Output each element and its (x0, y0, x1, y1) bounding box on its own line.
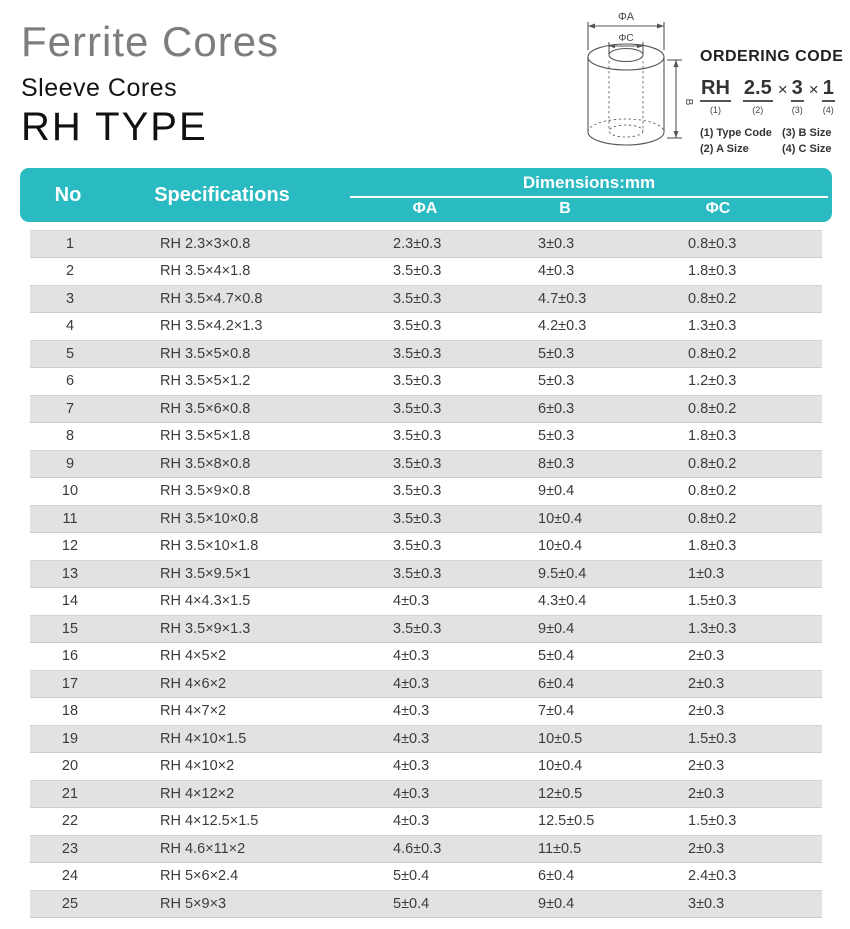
cell-specification: RH 5×9×3 (160, 895, 227, 912)
table-row (30, 753, 822, 781)
ordering-code-heading: ORDERING CODE (700, 48, 844, 65)
cell-phi-a: 3.5±0.3 (393, 428, 442, 445)
code-part-a (743, 78, 773, 115)
cell-specification: RH 3.5×4×1.8 (160, 263, 251, 280)
cell-phi-c: 1.2±0.3 (688, 373, 737, 390)
table-row (30, 340, 822, 368)
cell-phi-a: 3.5±0.3 (393, 538, 442, 555)
table-row (30, 863, 822, 891)
cell-no: 9 (65, 455, 75, 472)
cell-phi-c: 0.8±0.2 (688, 483, 737, 500)
cell-b: 6±0.3 (538, 400, 575, 417)
column-header-no: No (54, 184, 82, 206)
multiply-sign: × (777, 80, 788, 99)
code-part-type-text: RH (700, 78, 731, 102)
page-title: Ferrite Cores (21, 18, 280, 65)
column-header-specifications: Specifications (154, 184, 290, 206)
cell-no: 10 (61, 483, 79, 500)
cell-no: 4 (65, 318, 75, 335)
cell-phi-c: 2±0.3 (688, 840, 725, 857)
cell-specification: RH 3.5×4.7×0.8 (160, 290, 263, 307)
code-part-b-text: 3 (791, 78, 804, 102)
page-subtitle: Sleeve Cores (21, 74, 178, 103)
cell-phi-c: 1.8±0.3 (688, 428, 737, 445)
cell-specification: RH 4×12.5×1.5 (160, 813, 259, 830)
cell-specification: RH 2.3×3×0.8 (160, 235, 251, 252)
cell-specification: RH 4×5×2 (160, 648, 227, 665)
cell-phi-a: 4.6±0.3 (393, 840, 442, 857)
diagram-label-b: B (683, 98, 694, 106)
ordering-code-panel (700, 48, 848, 155)
cell-b: 5±0.3 (538, 373, 575, 390)
cell-specification: RH 3.5×8×0.8 (160, 455, 251, 472)
table-rows (30, 230, 822, 918)
diagram-label-c: ΦC (618, 33, 634, 44)
multiply-sign: × (808, 80, 819, 99)
core-dimension-diagram (566, 2, 694, 171)
column-group-dimensions: Dimensions:mm (522, 173, 656, 192)
table-row (30, 835, 822, 863)
cell-phi-a: 4±0.3 (393, 703, 430, 720)
cell-b: 4.3±0.4 (538, 593, 587, 610)
ordering-code-legend (700, 127, 848, 155)
cell-specification: RH 3.5×6×0.8 (160, 400, 251, 417)
cell-b: 10±0.4 (538, 538, 583, 555)
cell-b: 3±0.3 (538, 235, 575, 252)
cell-b: 6±0.4 (538, 675, 575, 692)
cell-phi-a: 4±0.3 (393, 730, 430, 747)
table-row (30, 780, 822, 808)
code-part-a-num: (2) (752, 105, 764, 115)
column-header-phi-a: ΦA (412, 200, 438, 217)
cell-phi-a: 4±0.3 (393, 758, 430, 775)
cell-specification: RH 3.5×5×1.8 (160, 428, 251, 445)
code-part-b (791, 78, 804, 115)
cell-b: 8±0.3 (538, 455, 575, 472)
legend-c-size: (4) C Size (782, 143, 832, 155)
legend-type-code: (1) Type Code (700, 127, 772, 139)
cell-b: 6±0.4 (538, 868, 575, 885)
table-header (20, 168, 832, 222)
cell-b: 5±0.3 (538, 345, 575, 362)
column-header-b: B (559, 200, 571, 217)
cell-phi-c: 1.8±0.3 (688, 263, 737, 280)
cell-phi-a: 3.5±0.3 (393, 565, 442, 582)
legend-a-size: (2) A Size (700, 143, 749, 155)
cell-specification: RH 3.5×5×1.2 (160, 373, 251, 390)
title-block (21, 20, 279, 150)
cell-specification: RH 3.5×10×1.8 (160, 538, 259, 555)
table-row (30, 890, 822, 918)
cell-phi-a: 3.5±0.3 (393, 290, 442, 307)
cell-phi-c: 1.8±0.3 (688, 538, 737, 555)
cell-phi-a: 3.5±0.3 (393, 263, 442, 280)
cell-phi-c: 1±0.3 (688, 565, 725, 582)
cell-b: 10±0.4 (538, 510, 583, 527)
cell-phi-a: 5±0.4 (393, 868, 430, 885)
cell-b: 11±0.5 (538, 840, 582, 857)
cell-b: 4.2±0.3 (538, 318, 587, 335)
cell-b: 4.7±0.3 (538, 290, 587, 307)
cell-specification: RH 3.5×5×0.8 (160, 345, 251, 362)
cell-phi-a: 4±0.3 (393, 785, 430, 802)
cell-no: 5 (65, 345, 75, 362)
cell-phi-c: 2.4±0.3 (688, 868, 737, 885)
cell-no: 19 (61, 730, 79, 747)
cell-no: 16 (61, 648, 79, 665)
cell-phi-a: 4±0.3 (393, 593, 430, 610)
code-part-c-text: 1 (822, 78, 835, 102)
cell-phi-a: 3.5±0.3 (393, 318, 442, 335)
cell-specification: RH 4×10×2 (160, 758, 235, 775)
cell-phi-c: 0.8±0.3 (688, 235, 737, 252)
column-header-phi-c: ΦC (705, 200, 731, 217)
cell-no: 21 (61, 785, 79, 802)
code-part-c (822, 78, 835, 115)
cell-no: 20 (61, 758, 79, 775)
cell-phi-c: 2±0.3 (688, 758, 725, 775)
cell-no: 3 (65, 290, 75, 307)
cell-specification: RH 3.5×4.2×1.3 (160, 318, 263, 335)
legend-b-size: (3) B Size (782, 127, 832, 139)
cell-no: 8 (65, 428, 75, 445)
cell-b: 9.5±0.4 (538, 565, 587, 582)
cell-specification: RH 3.5×9.5×1 (160, 565, 251, 582)
cell-phi-c: 1.5±0.3 (688, 593, 737, 610)
cell-b: 12.5±0.5 (538, 813, 595, 830)
cell-specification: RH 4×12×2 (160, 785, 235, 802)
cell-specification: RH 4×4.3×1.5 (160, 593, 251, 610)
table-row (30, 423, 822, 451)
code-part-type (700, 78, 731, 115)
cell-b: 4±0.3 (538, 263, 575, 280)
cell-phi-c: 0.8±0.2 (688, 290, 737, 307)
cell-no: 25 (61, 895, 79, 912)
cell-no: 12 (61, 538, 79, 555)
cell-phi-a: 3.5±0.3 (393, 345, 442, 362)
table-row (30, 478, 822, 506)
cylinder-core-icon (566, 2, 694, 166)
cell-phi-c: 0.8±0.2 (688, 345, 737, 362)
cell-b: 10±0.5 (538, 730, 583, 747)
table-row (30, 313, 822, 341)
cell-b: 9±0.4 (538, 620, 575, 637)
cell-b: 10±0.4 (538, 758, 583, 775)
cell-phi-c: 0.8±0.2 (688, 510, 737, 527)
table-row (30, 230, 822, 258)
cell-no: 23 (61, 840, 79, 857)
table-row (30, 258, 822, 286)
cell-no: 24 (61, 868, 79, 885)
cell-no: 18 (61, 703, 79, 720)
cell-no: 1 (65, 235, 75, 252)
cell-specification: RH 3.5×10×0.8 (160, 510, 259, 527)
cell-phi-c: 2±0.3 (688, 785, 725, 802)
table-row (30, 643, 822, 671)
table-row (30, 560, 822, 588)
cell-no: 15 (61, 620, 79, 637)
cell-phi-a: 3.5±0.3 (393, 620, 442, 637)
type-label: RH TYPE (21, 105, 208, 150)
cell-phi-c: 0.8±0.2 (688, 400, 737, 417)
cell-no: 22 (61, 813, 79, 830)
code-part-a-text: 2.5 (743, 78, 773, 102)
cell-specification: RH 5×6×2.4 (160, 868, 239, 885)
cell-phi-a: 3.5±0.3 (393, 483, 442, 500)
cell-specification: RH 3.5×9×1.3 (160, 620, 251, 637)
cell-phi-c: 3±0.3 (688, 895, 725, 912)
cell-no: 6 (65, 373, 75, 390)
table-row (30, 615, 822, 643)
table-row (30, 725, 822, 753)
table-row (30, 808, 822, 836)
cell-phi-c: 1.5±0.3 (688, 730, 737, 747)
table-row (30, 670, 822, 698)
cell-phi-a: 3.5±0.3 (393, 373, 442, 390)
code-part-b-num: (3) (791, 105, 803, 115)
cell-phi-a: 3.5±0.3 (393, 510, 442, 527)
cell-phi-a: 3.5±0.3 (393, 455, 442, 472)
cell-phi-a: 3.5±0.3 (393, 400, 442, 417)
cell-phi-c: 1.3±0.3 (688, 620, 737, 637)
cell-specification: RH 4.6×11×2 (160, 840, 246, 857)
table-row (30, 285, 822, 313)
table-row (30, 368, 822, 396)
cell-b: 9±0.4 (538, 483, 575, 500)
cell-phi-a: 5±0.4 (393, 895, 430, 912)
cell-phi-c: 1.5±0.3 (688, 813, 737, 830)
ordering-code-line (700, 78, 848, 115)
cell-b: 5±0.3 (538, 428, 575, 445)
cell-specification: RH 4×10×1.5 (160, 730, 247, 747)
cell-phi-c: 1.3±0.3 (688, 318, 737, 335)
cell-b: 9±0.4 (538, 895, 575, 912)
cell-phi-a: 4±0.3 (393, 813, 430, 830)
cell-no: 17 (61, 675, 79, 692)
cell-phi-c: 2±0.3 (688, 703, 725, 720)
cell-no: 13 (61, 565, 79, 582)
cell-specification: RH 4×6×2 (160, 675, 227, 692)
cell-no: 14 (61, 593, 79, 610)
diagram-label-a: ΦA (617, 11, 635, 23)
table-row (30, 505, 822, 533)
cell-b: 7±0.4 (538, 703, 575, 720)
code-part-c-num: (4) (822, 105, 834, 115)
cell-phi-a: 4±0.3 (393, 648, 430, 665)
cell-phi-c: 2±0.3 (688, 648, 725, 665)
cell-b: 12±0.5 (538, 785, 583, 802)
cell-no: 7 (65, 400, 75, 417)
cell-phi-c: 2±0.3 (688, 675, 725, 692)
cell-phi-a: 2.3±0.3 (393, 235, 442, 252)
table-row (30, 395, 822, 423)
table-row (30, 450, 822, 478)
code-part-type-num: (1) (709, 105, 721, 115)
cell-specification: RH 4×7×2 (160, 703, 227, 720)
table-row (30, 533, 822, 561)
cell-no: 11 (62, 510, 78, 527)
cell-specification: RH 3.5×9×0.8 (160, 483, 251, 500)
cell-phi-a: 4±0.3 (393, 675, 430, 692)
table-row (30, 698, 822, 726)
cell-b: 5±0.4 (538, 648, 575, 665)
table-row (30, 588, 822, 616)
cell-no: 2 (65, 263, 75, 280)
cell-phi-c: 0.8±0.2 (688, 455, 737, 472)
